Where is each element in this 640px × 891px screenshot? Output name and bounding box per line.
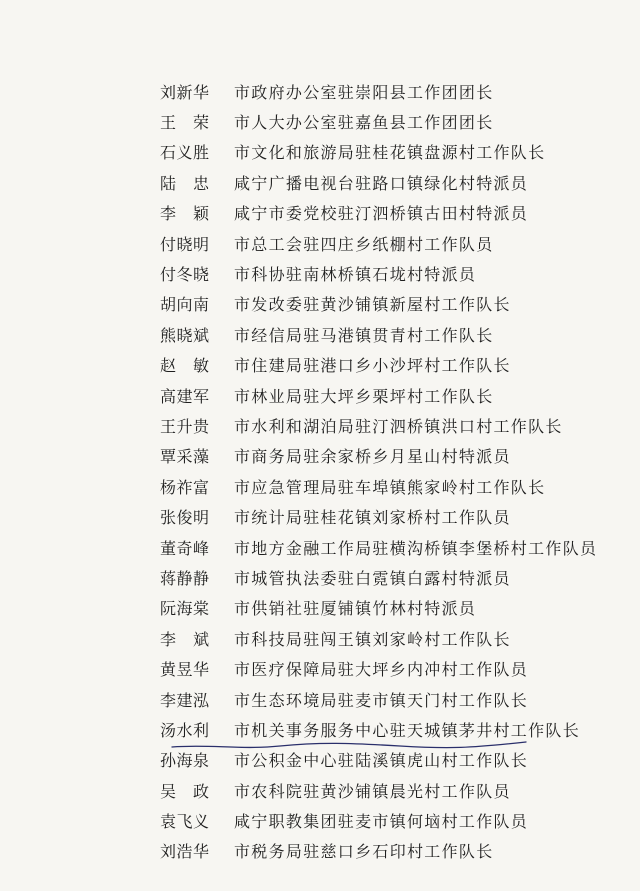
list-item <box>160 653 620 683</box>
person-name: 阮海棠 <box>160 599 210 619</box>
list-item <box>160 836 620 866</box>
assignment: 咸宁市委党校驻汀泗桥镇古田村特派员 <box>234 204 529 224</box>
person-name: 刘浩华 <box>160 842 210 862</box>
assignment: 市水利和湖泊局驻汀泗桥镇洪口村工作队长 <box>234 416 563 436</box>
assignment: 市经信局驻马港镇贯青村工作队长 <box>234 325 494 345</box>
assignment: 市生态环境局驻麦市镇天门村工作队长 <box>234 690 529 710</box>
person-name: 王 荣 <box>160 113 210 133</box>
person-name: 付晓明 <box>160 234 210 254</box>
person-name: 张俊明 <box>160 508 210 528</box>
assignment: 市统计局驻桂花镇刘家桥村工作队员 <box>234 508 511 528</box>
list-item <box>160 562 620 592</box>
list-item <box>160 775 620 805</box>
person-name: 熊晓斌 <box>160 325 210 345</box>
assignment: 市机关事务服务中心驻天城镇茅井村工作队长 <box>234 720 581 740</box>
person-name: 胡向南 <box>160 295 210 315</box>
list-item <box>160 623 620 653</box>
assignment: 市科协驻南林桥镇石垅村特派员 <box>234 265 477 285</box>
person-name: 袁飞义 <box>160 812 210 832</box>
list-item <box>160 167 620 197</box>
list-item <box>160 532 620 562</box>
list-item <box>160 258 620 288</box>
assignment: 市应急管理局驻车埠镇熊家岭村工作队长 <box>234 477 546 497</box>
list-item <box>160 805 620 835</box>
person-name: 刘新华 <box>160 82 210 102</box>
assignment: 市林业局驻大坪乡栗坪村工作队长 <box>234 386 494 406</box>
person-name: 董奇峰 <box>160 538 210 558</box>
handwritten-underline <box>170 738 530 752</box>
list-item <box>160 76 620 106</box>
assignment: 市发改委驻黄沙铺镇新屋村工作队长 <box>234 295 511 315</box>
list-item <box>160 198 620 228</box>
person-name: 蒋静静 <box>160 568 210 588</box>
assignment: 市住建局驻港口乡小沙坪村工作队长 <box>234 356 511 376</box>
assignment: 市总工会驻四庄乡纸棚村工作队员 <box>234 234 494 254</box>
person-name: 李 颖 <box>160 204 210 224</box>
person-name: 赵 敏 <box>160 356 210 376</box>
list-item <box>160 228 620 258</box>
assignment: 咸宁职教集团驻麦市镇何垴村工作队员 <box>234 812 529 832</box>
assignment: 市税务局驻慈口乡石印村工作队长 <box>234 842 494 862</box>
person-name: 汤水利 <box>160 720 210 740</box>
assignment: 市地方金融工作局驻横沟桥镇李堡桥村工作队员 <box>234 538 598 558</box>
person-name: 杨祚富 <box>160 477 210 497</box>
assignment: 市人大办公室驻嘉鱼县工作团团长 <box>234 113 494 133</box>
person-name: 孙海泉 <box>160 751 210 771</box>
assignment: 市科技局驻闯王镇刘家岭村工作队长 <box>234 629 511 649</box>
person-name: 吴 政 <box>160 781 210 801</box>
list-item <box>160 319 620 349</box>
assignment: 咸宁广播电视台驻路口镇绿化村特派员 <box>234 173 529 193</box>
list-item <box>160 684 620 714</box>
person-name: 付冬晓 <box>160 265 210 285</box>
person-name: 李 斌 <box>160 629 210 649</box>
person-name: 覃采藻 <box>160 447 210 467</box>
list-item <box>160 441 620 471</box>
assignment: 市公积金中心驻陆溪镇虎山村工作队长 <box>234 751 529 771</box>
list-item <box>160 350 620 380</box>
assignment: 市农科院驻黄沙铺镇晨光村工作队员 <box>234 781 511 801</box>
list-item <box>160 593 620 623</box>
list-item <box>160 501 620 531</box>
assignment: 市医疗保障局驻大坪乡内冲村工作队员 <box>234 660 529 680</box>
person-name: 石义胜 <box>160 143 210 163</box>
assignment: 市商务局驻余家桥乡月星山村特派员 <box>234 447 511 467</box>
assignment: 市政府办公室驻崇阳县工作团团长 <box>234 82 494 102</box>
assignment: 市供销社驻厦铺镇竹林村特派员 <box>234 599 477 619</box>
assignment: 市文化和旅游局驻桂花镇盘源村工作队长 <box>234 143 546 163</box>
person-name: 陆 忠 <box>160 173 210 193</box>
list-item <box>160 380 620 410</box>
person-name: 王升贵 <box>160 416 210 436</box>
list-item <box>160 106 620 136</box>
list-item <box>160 471 620 501</box>
list-item <box>160 137 620 167</box>
list-item <box>160 289 620 319</box>
assignment: 市城管执法委驻白霓镇白露村特派员 <box>234 568 511 588</box>
person-name: 黄昱华 <box>160 660 210 680</box>
person-name: 李建泓 <box>160 690 210 710</box>
list-item <box>160 410 620 440</box>
person-name: 高建军 <box>160 386 210 406</box>
